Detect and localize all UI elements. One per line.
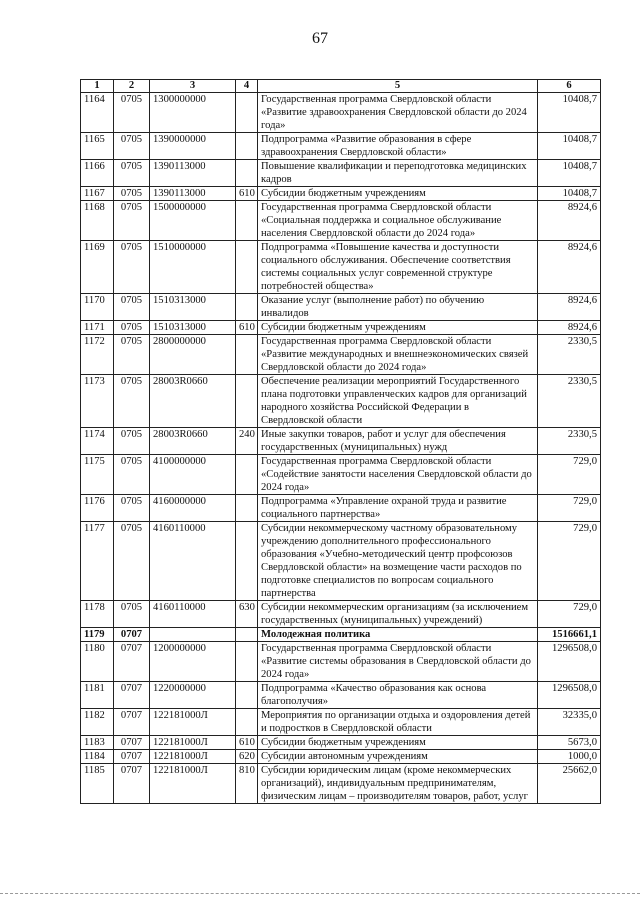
amount-cell: 729,0: [538, 601, 601, 628]
item-name-cell: Молодежная политика: [258, 628, 538, 642]
amount-cell: 2330,5: [538, 428, 601, 455]
expense-type-cell: 620: [236, 750, 258, 764]
section-code-cell: 0707: [114, 628, 150, 642]
section-code-cell: 0705: [114, 133, 150, 160]
section-code-cell: 0707: [114, 750, 150, 764]
header-col-2: 2: [114, 80, 150, 93]
target-article-cell: 4100000000: [150, 455, 236, 495]
expense-type-cell: [236, 201, 258, 241]
item-name-cell: Подпрограмма «Качество образования как основа благополучия»: [258, 682, 538, 709]
amount-cell: 8924,6: [538, 201, 601, 241]
row-number-cell: 1167: [81, 187, 114, 201]
target-article-cell: 122181000Л: [150, 750, 236, 764]
section-code-cell: 0707: [114, 709, 150, 736]
table-row: [81, 375, 601, 428]
section-code-cell: 0707: [114, 642, 150, 682]
row-number-cell: 1165: [81, 133, 114, 160]
target-article-cell: 28003R0660: [150, 375, 236, 428]
section-code-cell: 0705: [114, 601, 150, 628]
expense-type-cell: [236, 455, 258, 495]
amount-cell: 729,0: [538, 455, 601, 495]
expense-type-cell: [236, 335, 258, 375]
expense-type-cell: 610: [236, 187, 258, 201]
table-row: [81, 628, 601, 642]
table-row: [81, 335, 601, 375]
table-row: [81, 601, 601, 628]
target-article-cell: 1220000000: [150, 682, 236, 709]
row-number-cell: 1175: [81, 455, 114, 495]
row-number-cell: 1181: [81, 682, 114, 709]
target-article-cell: 122181000Л: [150, 709, 236, 736]
amount-cell: 2330,5: [538, 375, 601, 428]
item-name-cell: Государственная программа Свердловской области «Развитие здравоохранения Свердловской области до 2024 года»: [258, 93, 538, 133]
table-row: [81, 187, 601, 201]
section-code-cell: 0705: [114, 241, 150, 294]
page-number: 67: [312, 30, 328, 47]
expense-type-cell: 610: [236, 736, 258, 750]
expense-type-cell: [236, 241, 258, 294]
row-number-cell: 1170: [81, 294, 114, 321]
row-number-cell: 1178: [81, 601, 114, 628]
row-number-cell: 1184: [81, 750, 114, 764]
row-number-cell: 1185: [81, 764, 114, 804]
section-code-cell: 0705: [114, 160, 150, 187]
row-number-cell: 1171: [81, 321, 114, 335]
section-code-cell: 0705: [114, 428, 150, 455]
expense-type-cell: [236, 294, 258, 321]
budget-table: [80, 79, 601, 804]
table-header-row: [81, 80, 601, 93]
section-code-cell: 0705: [114, 375, 150, 428]
target-article-cell: 1200000000: [150, 642, 236, 682]
section-code-cell: 0705: [114, 335, 150, 375]
section-code-cell: 0705: [114, 294, 150, 321]
expense-type-cell: [236, 642, 258, 682]
header-col-5: 5: [258, 80, 538, 93]
amount-cell: 5673,0: [538, 736, 601, 750]
table-row: [81, 321, 601, 335]
amount-cell: 1516661,1: [538, 628, 601, 642]
section-code-cell: 0705: [114, 93, 150, 133]
table-row: [81, 133, 601, 160]
expense-type-cell: [236, 93, 258, 133]
amount-cell: 8924,6: [538, 321, 601, 335]
target-article-cell: 4160000000: [150, 495, 236, 522]
expense-type-cell: [236, 160, 258, 187]
bottom-scan-edge: [0, 893, 640, 894]
section-code-cell: 0705: [114, 187, 150, 201]
target-article-cell: 1510313000: [150, 321, 236, 335]
target-article-cell: 1390113000: [150, 187, 236, 201]
amount-cell: 8924,6: [538, 294, 601, 321]
table-row: [81, 522, 601, 601]
item-name-cell: Повышение квалификации и переподготовка медицинских кадров: [258, 160, 538, 187]
target-article-cell: 4160110000: [150, 601, 236, 628]
item-name-cell: Субсидии бюджетным учреждениям: [258, 736, 538, 750]
row-number-cell: 1182: [81, 709, 114, 736]
item-name-cell: Субсидии бюджетным учреждениям: [258, 187, 538, 201]
section-code-cell: 0705: [114, 201, 150, 241]
section-code-cell: 0705: [114, 455, 150, 495]
expense-type-cell: [236, 709, 258, 736]
table-row: [81, 201, 601, 241]
amount-cell: 729,0: [538, 522, 601, 601]
target-article-cell: 1500000000: [150, 201, 236, 241]
table-row: [81, 241, 601, 294]
amount-cell: 729,0: [538, 495, 601, 522]
amount-cell: 32335,0: [538, 709, 601, 736]
item-name-cell: Иные закупки товаров, работ и услуг для обеспечения государственных (муниципальных) нужд: [258, 428, 538, 455]
target-article-cell: 1390000000: [150, 133, 236, 160]
amount-cell: 10408,7: [538, 93, 601, 133]
item-name-cell: Субсидии юридическим лицам (кроме некоммерческих организаций), индивидуальным предпринимателям, физическим лицам – производителям товаров, работ, услуг: [258, 764, 538, 804]
section-code-cell: 0705: [114, 495, 150, 522]
amount-cell: 1296508,0: [538, 682, 601, 709]
target-article-cell: 4160110000: [150, 522, 236, 601]
amount-cell: 8924,6: [538, 241, 601, 294]
header-col-6: 6: [538, 80, 601, 93]
item-name-cell: Государственная программа Свердловской области «Развитие международных и внешнеэкономических связей Свердловской области до 2024 года»: [258, 335, 538, 375]
item-name-cell: Подпрограмма «Управление охраной труда и развитие социального партнерства»: [258, 495, 538, 522]
row-number-cell: 1179: [81, 628, 114, 642]
item-name-cell: Государственная программа Свердловской области «Развитие системы образования в Свердловской области до 2024 года»: [258, 642, 538, 682]
section-code-cell: 0707: [114, 764, 150, 804]
target-article-cell: 122181000Л: [150, 764, 236, 804]
expense-type-cell: [236, 522, 258, 601]
table-row: [81, 682, 601, 709]
row-number-cell: 1174: [81, 428, 114, 455]
row-number-cell: 1177: [81, 522, 114, 601]
target-article-cell: 2800000000: [150, 335, 236, 375]
section-code-cell: 0707: [114, 736, 150, 750]
expense-type-cell: [236, 375, 258, 428]
expense-type-cell: [236, 133, 258, 160]
item-name-cell: Субсидии некоммерческим организациям (за исключением государственных (муниципальных) учреждений): [258, 601, 538, 628]
row-number-cell: 1166: [81, 160, 114, 187]
target-article-cell: 1510313000: [150, 294, 236, 321]
table-row: [81, 428, 601, 455]
target-article-cell: 122181000Л: [150, 736, 236, 750]
amount-cell: 2330,5: [538, 335, 601, 375]
table-row: [81, 455, 601, 495]
table-row: [81, 294, 601, 321]
item-name-cell: Подпрограмма «Развитие образования в сфере здравоохранения Свердловской области»: [258, 133, 538, 160]
row-number-cell: 1169: [81, 241, 114, 294]
row-number-cell: 1183: [81, 736, 114, 750]
header-col-4: 4: [236, 80, 258, 93]
table-row: [81, 764, 601, 804]
header-col-3: 3: [150, 80, 236, 93]
row-number-cell: 1168: [81, 201, 114, 241]
target-article-cell: 1300000000: [150, 93, 236, 133]
amount-cell: 25662,0: [538, 764, 601, 804]
expense-type-cell: 240: [236, 428, 258, 455]
row-number-cell: 1173: [81, 375, 114, 428]
item-name-cell: Субсидии бюджетным учреждениям: [258, 321, 538, 335]
amount-cell: 10408,7: [538, 187, 601, 201]
expense-type-cell: [236, 682, 258, 709]
table-row: [81, 495, 601, 522]
table-row: [81, 642, 601, 682]
item-name-cell: Субсидии автономным учреждениям: [258, 750, 538, 764]
section-code-cell: 0707: [114, 682, 150, 709]
table-row: [81, 750, 601, 764]
target-article-cell: 1510000000: [150, 241, 236, 294]
row-number-cell: 1164: [81, 93, 114, 133]
target-article-cell: [150, 628, 236, 642]
row-number-cell: 1180: [81, 642, 114, 682]
item-name-cell: Обеспечение реализации мероприятий Государственного плана подготовки управленческих кадров для организаций народного хозяйства Российской Федерации в Свердловской области: [258, 375, 538, 428]
amount-cell: 10408,7: [538, 160, 601, 187]
section-code-cell: 0705: [114, 321, 150, 335]
expense-type-cell: [236, 628, 258, 642]
table-row: [81, 736, 601, 750]
section-code-cell: 0705: [114, 522, 150, 601]
amount-cell: 1000,0: [538, 750, 601, 764]
expense-type-cell: 610: [236, 321, 258, 335]
table-row: [81, 93, 601, 133]
table-row: [81, 709, 601, 736]
item-name-cell: Мероприятия по организации отдыха и оздоровления детей и подростков в Свердловской области: [258, 709, 538, 736]
row-number-cell: 1172: [81, 335, 114, 375]
expense-type-cell: 630: [236, 601, 258, 628]
item-name-cell: Государственная программа Свердловской области «Содействие занятости населения Свердловской области до 2024 года»: [258, 455, 538, 495]
item-name-cell: Субсидии некоммерческому частному образовательному учреждению дополнительного профессионального образования «Учебно-методический центр профсоюзов Свердловской области» на возмещение части расходов по подготовке специалистов по вопросам социального партнерства: [258, 522, 538, 601]
row-number-cell: 1176: [81, 495, 114, 522]
expense-type-cell: 810: [236, 764, 258, 804]
table-row: [81, 160, 601, 187]
header-col-1: 1: [81, 80, 114, 93]
amount-cell: 1296508,0: [538, 642, 601, 682]
expense-type-cell: [236, 495, 258, 522]
target-article-cell: 1390113000: [150, 160, 236, 187]
target-article-cell: 28003R0660: [150, 428, 236, 455]
amount-cell: 10408,7: [538, 133, 601, 160]
item-name-cell: Государственная программа Свердловской области «Социальная поддержка и социальное обслуживание населения Свердловской области до 2024 года»: [258, 201, 538, 241]
item-name-cell: Подпрограмма «Повышение качества и доступности социального обслуживания. Обеспечение соответствия системы социальных услуг современной структуре потребностей общества»: [258, 241, 538, 294]
item-name-cell: Оказание услуг (выполнение работ) по обучению инвалидов: [258, 294, 538, 321]
